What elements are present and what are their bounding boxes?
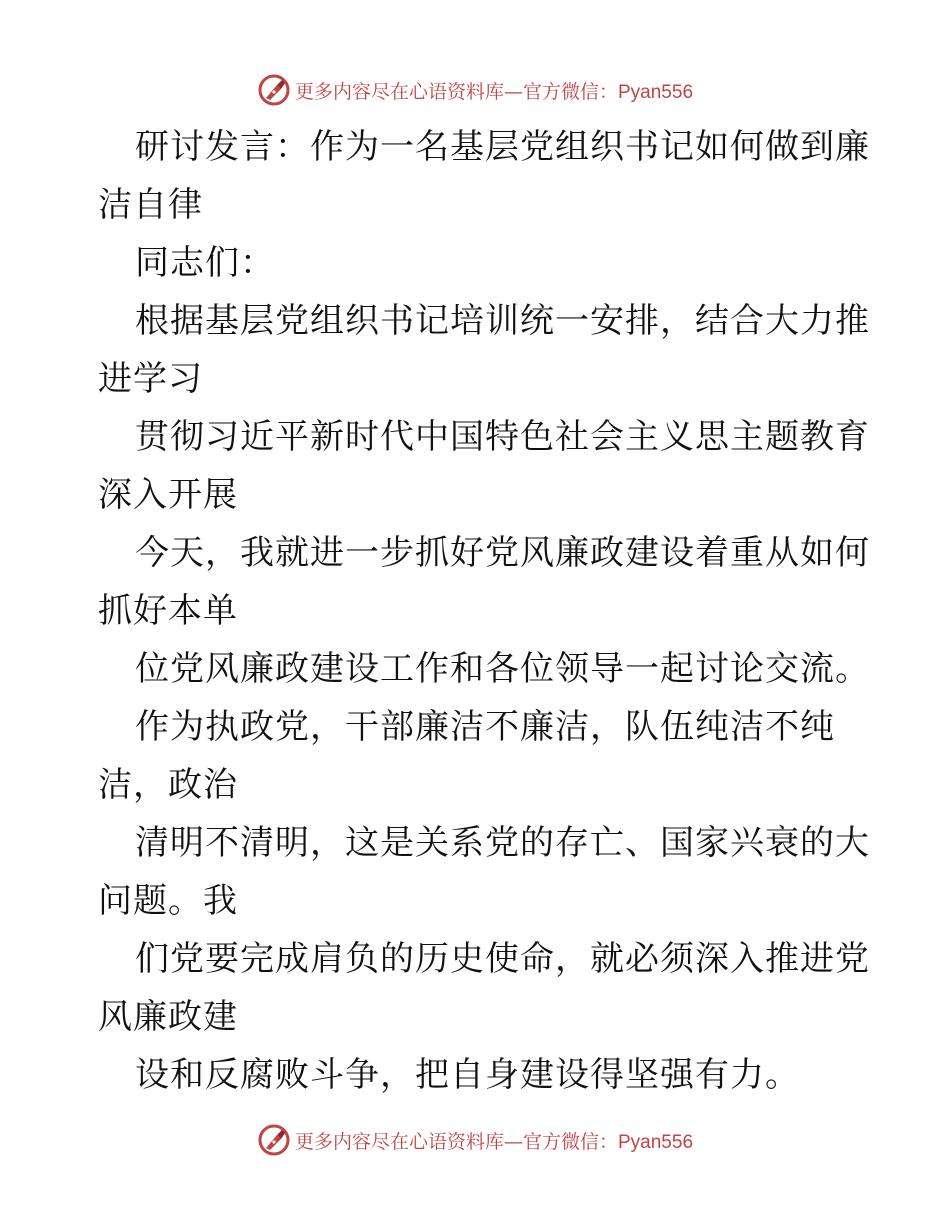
document-line: 进学习 (98, 359, 203, 399)
document-line: 洁，政治 (98, 765, 238, 805)
document-line: 研讨发言：作为一名基层党组织书记如何做到廉 (135, 127, 870, 167)
banner-slogan: 更多内容尽在心语资料库—官方微信： (294, 1130, 618, 1153)
document-line: 深入开展 (98, 475, 238, 515)
document-line: 设和反腐败斗争，把自身建设得坚强有力。 (135, 1055, 800, 1095)
document-line: 风廉政建 (98, 997, 238, 1037)
document-line: 清明不清明，这是关系党的存亡、国家兴衰的大 (135, 823, 870, 863)
document-line: 同志们： (135, 243, 275, 283)
document-line: 问题。我 (98, 881, 238, 921)
document-line: 们党要完成肩负的历史使命，就必须深入推进党 (135, 939, 870, 979)
document-line: 今天，我就进一步抓好党风廉政建设着重从如何 (135, 533, 870, 573)
pen-nib-logo-icon (257, 73, 291, 107)
document-line: 位党风廉政建设工作和各位领导一起讨论交流。 (135, 649, 870, 689)
document-body (98, 118, 870, 1104)
banner-wechat-id: Pyan556 (618, 81, 694, 103)
document-line: 洁自律 (98, 185, 203, 225)
banner-text (295, 1127, 693, 1154)
pen-nib-logo-icon (257, 1123, 291, 1157)
document-line: 作为执政党，干部廉洁不廉洁，队伍纯洁不纯 (135, 707, 835, 747)
document-line: 贯彻习近平新时代中国特色社会主义思主题教育 (135, 417, 870, 457)
banner-text (295, 77, 693, 104)
document-line: 抓好本单 (98, 591, 238, 631)
banner-slogan: 更多内容尽在心语资料库—官方微信： (294, 80, 618, 103)
document-line: 根据基层党组织书记培训统一安排，结合大力推 (135, 301, 870, 341)
footer-banner (0, 1120, 950, 1160)
header-banner (0, 70, 950, 110)
banner-wechat-id: Pyan556 (618, 1131, 694, 1153)
